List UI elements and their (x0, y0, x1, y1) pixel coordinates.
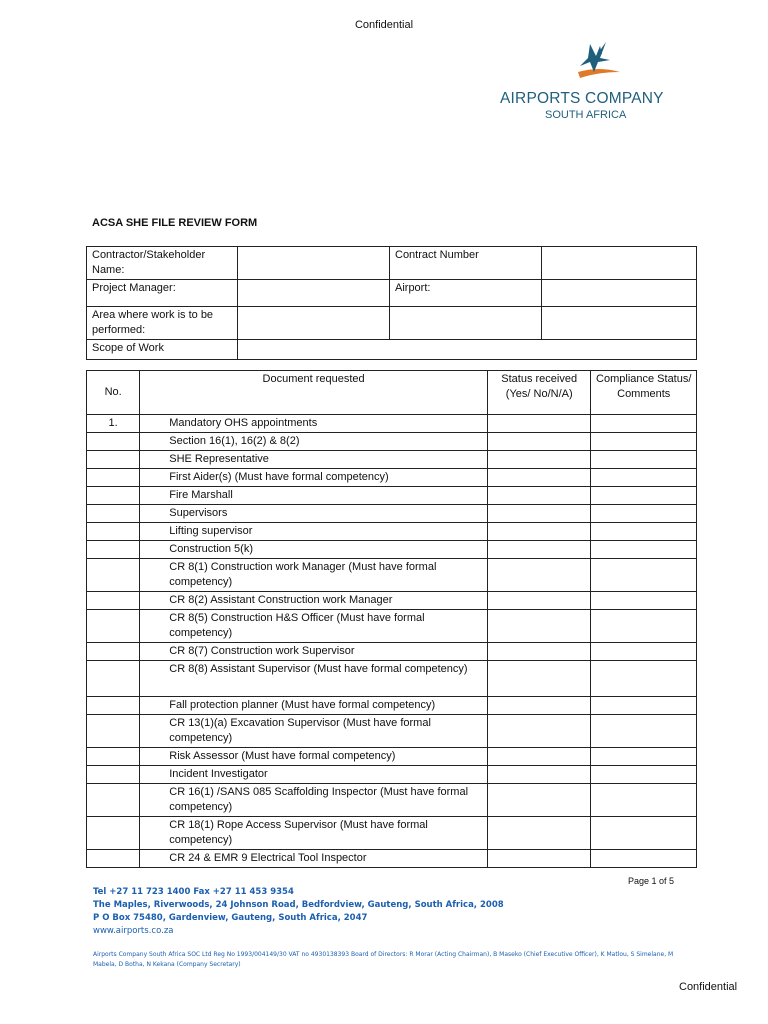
document-name: Risk Assessor (Must have formal competency) (140, 748, 488, 766)
scope-of-work-field[interactable] (238, 340, 697, 360)
compliance-cell[interactable] (591, 451, 697, 469)
table-row (87, 487, 697, 505)
row-number (87, 451, 140, 469)
footer-phone: Tel +27 11 723 1400 Fax +27 11 453 9354 (93, 887, 294, 897)
compliance-cell[interactable] (591, 610, 697, 643)
table-row (87, 541, 697, 559)
row-number (87, 643, 140, 661)
table-row (87, 451, 697, 469)
compliance-cell[interactable] (591, 523, 697, 541)
document-name: CR 8(2) Assistant Construction work Manager (140, 592, 488, 610)
header-no: No. (87, 371, 140, 415)
row-number: 1. (87, 415, 140, 433)
footer-address: The Maples, Riverwoods, 24 Johnson Road, Bedfordview, Gauteng, South Africa, 2008 (93, 900, 504, 910)
table-row (87, 433, 697, 451)
info-table (86, 246, 697, 360)
compliance-cell[interactable] (591, 850, 697, 868)
header-status: Status received (Yes/ No/N/A) (487, 371, 591, 415)
document-name: Section 16(1), 16(2) & 8(2) (140, 433, 488, 451)
row-number (87, 487, 140, 505)
compliance-cell[interactable] (591, 784, 697, 817)
table-row (87, 592, 697, 610)
compliance-cell[interactable] (591, 697, 697, 715)
document-name: CR 24 & EMR 9 Electrical Tool Inspector (140, 850, 488, 868)
compliance-cell[interactable] (591, 469, 697, 487)
document-name: CR 13(1)(a) Excavation Supervisor (Must have formal competency) (140, 715, 488, 748)
table-row (87, 643, 697, 661)
table-row (87, 784, 697, 817)
compliance-cell[interactable] (591, 643, 697, 661)
status-cell[interactable] (487, 592, 591, 610)
status-cell[interactable] (487, 850, 591, 868)
compliance-cell[interactable] (591, 592, 697, 610)
header-compliance: Compliance Status/ Comments (591, 371, 697, 415)
status-cell[interactable] (487, 415, 591, 433)
compliance-cell[interactable] (591, 415, 697, 433)
status-cell[interactable] (487, 661, 591, 697)
table-row (87, 523, 697, 541)
status-cell[interactable] (487, 748, 591, 766)
footer-legal: Airports Company South Africa SOC Ltd Reg No 1993/004149/30 VAT no 4930138393 Board of Directors: R Morar (Acting Chairman), B Maseko (Chief Executive Officer), K Matlou, S Simelane, M Mabela, D Botha, N Kekana (Company Secretary) (93, 951, 674, 968)
row-number (87, 715, 140, 748)
status-cell[interactable] (487, 523, 591, 541)
info-label: Project Manager: (87, 280, 238, 307)
compliance-cell[interactable] (591, 559, 697, 592)
contract-number-field[interactable] (542, 247, 697, 280)
document-name: CR 8(8) Assistant Supervisor (Must have formal competency) (140, 661, 488, 697)
info-label: Scope of Work (87, 340, 238, 360)
compliance-cell[interactable] (591, 433, 697, 451)
blank-cell[interactable] (542, 307, 697, 340)
row-number (87, 592, 140, 610)
status-cell[interactable] (487, 610, 591, 643)
row-number (87, 697, 140, 715)
info-label: Contractor/Stakeholder Name: (87, 247, 238, 280)
row-number (87, 661, 140, 697)
document-name: CR 8(1) Construction work Manager (Must have formal competency) (140, 559, 488, 592)
footer-pobox: P O Box 75480, Gardenview, Gauteng, South Africa, 2047 (93, 913, 368, 923)
row-number (87, 469, 140, 487)
compliance-cell[interactable] (591, 541, 697, 559)
status-cell[interactable] (487, 784, 591, 817)
row-number (87, 784, 140, 817)
row-number (87, 610, 140, 643)
table-row (87, 661, 697, 697)
status-cell[interactable] (487, 559, 591, 592)
compliance-cell[interactable] (591, 715, 697, 748)
table-row (87, 697, 697, 715)
table-row (87, 766, 697, 784)
document-name: CR 18(1) Rope Access Supervisor (Must have formal competency) (140, 817, 488, 850)
document-name: Supervisors (140, 505, 488, 523)
status-cell[interactable] (487, 541, 591, 559)
document-name: Fall protection planner (Must have formal competency) (140, 697, 488, 715)
document-name: Fire Marshall (140, 487, 488, 505)
table-row (87, 505, 697, 523)
status-cell[interactable] (487, 451, 591, 469)
contractor-name-field[interactable] (238, 247, 390, 280)
table-row (87, 748, 697, 766)
table-row (87, 610, 697, 643)
status-cell[interactable] (487, 715, 591, 748)
row-number (87, 541, 140, 559)
airport-field[interactable] (542, 280, 697, 307)
logo-text-primary: AIRPORTS COMPANY (500, 90, 664, 107)
table-row (87, 469, 697, 487)
info-label: Area where work is to be performed: (87, 307, 238, 340)
document-table (86, 370, 697, 868)
project-manager-field[interactable] (238, 280, 390, 307)
document-name: CR 16(1) /SANS 085 Scaffolding Inspector (Must have formal competency) (140, 784, 488, 817)
compliance-cell[interactable] (591, 661, 697, 697)
compliance-cell[interactable] (591, 487, 697, 505)
compliance-cell[interactable] (591, 766, 697, 784)
row-number (87, 505, 140, 523)
document-name: Mandatory OHS appointments (140, 415, 488, 433)
bird-logo-icon (566, 38, 624, 88)
info-label: Contract Number (390, 247, 542, 280)
table-row (87, 559, 697, 592)
row-number (87, 433, 140, 451)
row-number (87, 766, 140, 784)
row-number (87, 523, 140, 541)
status-cell[interactable] (487, 487, 591, 505)
table-row (87, 715, 697, 748)
work-area-field[interactable] (238, 307, 390, 340)
compliance-cell[interactable] (591, 817, 697, 850)
status-cell[interactable] (487, 817, 591, 850)
row-number (87, 559, 140, 592)
document-name: Incident Investigator (140, 766, 488, 784)
info-label: Airport: (390, 280, 542, 307)
confidential-footer: Confidential (679, 981, 738, 993)
row-number (87, 817, 140, 850)
company-logo (500, 38, 690, 121)
table-row (87, 817, 697, 850)
blank-cell[interactable] (390, 307, 542, 340)
document-name: First Aider(s) (Must have formal competency) (140, 469, 488, 487)
form-title: ACSA SHE FILE REVIEW FORM (92, 217, 258, 229)
document-name: CR 8(5) Construction H&S Officer (Must have formal competency) (140, 610, 488, 643)
logo-text-secondary: SOUTH AFRICA (545, 109, 627, 121)
status-cell[interactable] (487, 505, 591, 523)
row-number (87, 850, 140, 868)
compliance-cell[interactable] (591, 505, 697, 523)
footer-contact (93, 886, 504, 938)
status-cell[interactable] (487, 469, 591, 487)
document-name: SHE Representative (140, 451, 488, 469)
document-name: Construction 5(k) (140, 541, 488, 559)
confidential-header: Confidential (354, 19, 414, 31)
row-number (87, 748, 140, 766)
table-row (87, 415, 697, 433)
status-cell[interactable] (487, 766, 591, 784)
footer-website-link[interactable]: www.airports.co.za (93, 926, 174, 936)
status-cell[interactable] (487, 433, 591, 451)
compliance-cell[interactable] (591, 748, 697, 766)
page-number: Page 1 of 5 (628, 876, 675, 886)
status-cell[interactable] (487, 697, 591, 715)
status-cell[interactable] (487, 643, 591, 661)
table-row (87, 850, 697, 868)
document-name: Lifting supervisor (140, 523, 488, 541)
document-name: CR 8(7) Construction work Supervisor (140, 643, 488, 661)
header-document: Document requested (140, 371, 488, 415)
